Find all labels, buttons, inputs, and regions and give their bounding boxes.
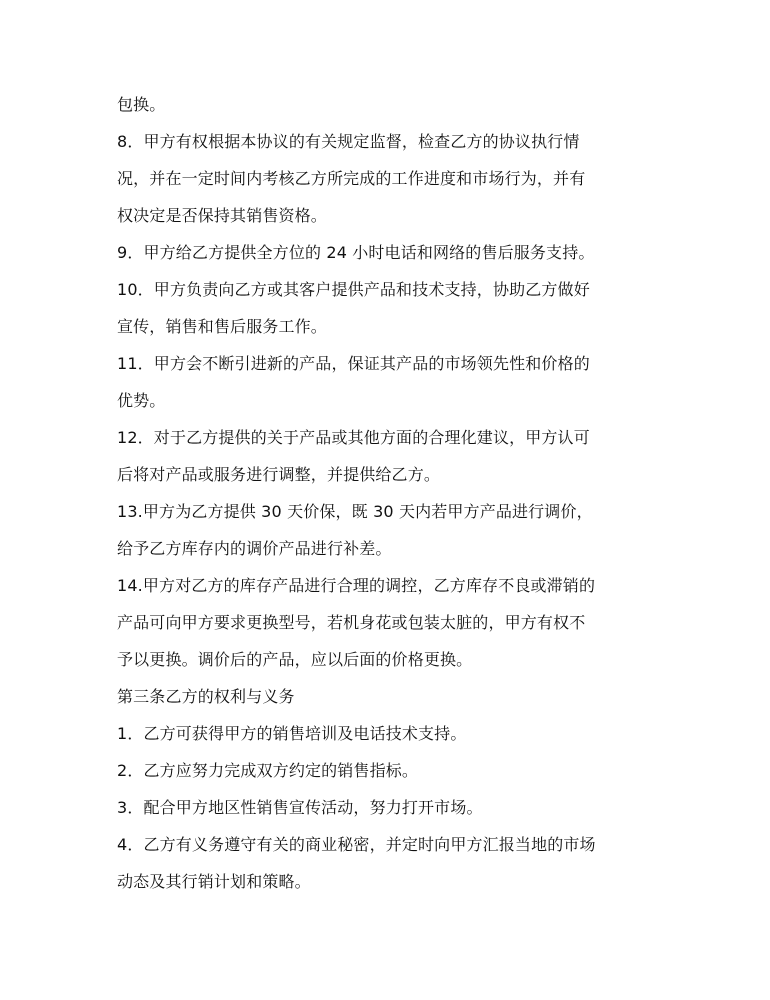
text-line: 包换。 [117, 95, 166, 114]
text-line: 予以更换。调价后的产品，应以后面的价格更换。 [117, 650, 473, 669]
text-line: 12．对于乙方提供的关于产品或其他方面的合理化建议，甲方认可 [117, 428, 590, 447]
text-line: 8．甲方有权根据本协议的有关规定监督，检查乙方的协议执行情 [117, 132, 580, 151]
text-line: 13.甲方为乙方提供 30 天价保，既 30 天内若甲方产品进行调价， [117, 502, 593, 521]
text-line: 后将对产品或服务进行调整，并提供给乙方。 [117, 465, 441, 484]
text-line: 优势。 [117, 391, 166, 410]
text-line: 权决定是否保持其销售资格。 [117, 206, 327, 225]
text-line: 4．乙方有义务遵守有关的商业秘密，并定时向甲方汇报当地的市场 [117, 835, 596, 854]
text-line: 产品可向甲方要求更换型号，若机身花或包装太脏的，甲方有权不 [117, 613, 586, 632]
text-line: 2．乙方应努力完成双方约定的销售指标。 [117, 761, 419, 780]
text-line: 宣传，销售和售后服务工作。 [117, 317, 327, 336]
text-line: 14.甲方对乙方的库存产品进行合理的调控，乙方库存不良或滞销的 [117, 576, 596, 595]
section-heading: 第三条乙方的权利与义务 [117, 687, 295, 706]
text-line: 1．乙方可获得甲方的销售培训及电话技术支持。 [117, 724, 467, 743]
text-line: 10．甲方负责向乙方或其客户提供产品和技术支持，协助乙方做好 [117, 280, 590, 299]
text-line: 况，并在一定时间内考核乙方所完成的工作进度和市场行为，并有 [117, 169, 586, 188]
text-line: 11．甲方会不断引进新的产品，保证其产品的市场领先性和价格的 [117, 354, 590, 373]
text-line: 动态及其行销计划和策略。 [117, 872, 311, 891]
text-line: 3．配合甲方地区性销售宣传活动，努力打开市场。 [117, 798, 483, 817]
document-body [117, 86, 662, 900]
text-line: 给予乙方库存内的调价产品进行补差。 [117, 539, 392, 558]
text-line: 9．甲方给乙方提供全方位的 24 小时电话和网络的售后服务支持。 [117, 243, 595, 262]
